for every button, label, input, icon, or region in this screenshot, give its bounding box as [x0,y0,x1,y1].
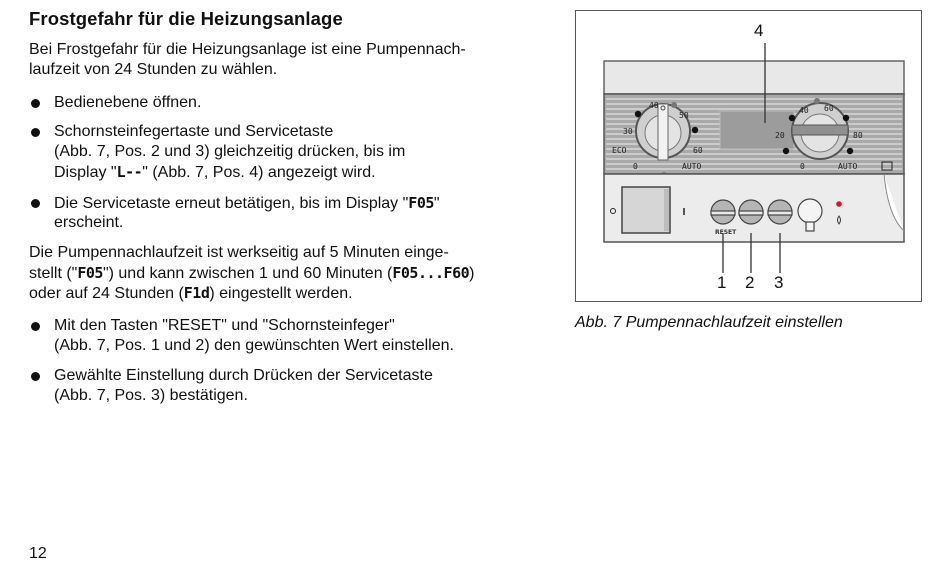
bullet-icon [31,99,40,108]
callout-2: 2 [745,273,755,292]
display-code: F05...F60 [392,264,470,282]
control-panel-illustration [576,11,921,301]
bullet-icon [31,128,40,137]
svg-text:RESET: RESET [715,229,737,236]
svg-text:60: 60 [693,146,703,155]
display-code: F05 [408,194,434,212]
svg-text:40: 40 [649,101,659,110]
callout-1: 1 [717,273,727,292]
svg-text:30: 30 [623,127,633,136]
figure-caption: Abb. 7 Pumpennachlaufzeit einstellen [575,314,843,331]
para2-line-2: stellt ("F05") und kann zwischen 1 und 60 Minuten (F05...F60) [29,264,475,282]
display-code: F05 [77,264,103,282]
svg-text:80: 80 [853,131,863,140]
svg-text:0: 0 [800,162,805,171]
callout-4: 4 [754,21,764,40]
intro-line-1: Bei Frostgefahr für die Heizungsanlage ist eine Pumpennach- [29,41,466,58]
bullet-icon [31,372,40,381]
display-code: F1d [183,284,210,302]
intro-line-2: laufzeit von 24 Stunden zu wählen. [29,61,278,78]
svg-text:AUTO: AUTO [838,162,858,171]
svg-text:AUTO: AUTO [682,162,702,171]
svg-text:0: 0 [633,162,638,171]
figure-control-panel [575,10,922,302]
para2-line-3: oder auf 24 Stunden (F1d) eingestellt werden. [29,284,353,302]
bullet-icon [31,322,40,331]
para2-line-1: Die Pumpennachlaufzeit ist werkseitig auf 5 Minuten einge- [29,244,449,261]
page-number: 12 [29,545,47,562]
svg-text:40: 40 [799,106,809,115]
callout-3: 3 [774,273,784,292]
svg-text:60: 60 [824,104,834,113]
bullet-icon [31,199,40,208]
svg-text:50: 50 [679,111,689,120]
display-code: L-- [116,163,143,181]
svg-text:ECO: ECO [612,146,627,155]
section-heading: Frostgefahr für die Heizungsanlage [29,8,343,29]
svg-text:20: 20 [775,131,785,140]
